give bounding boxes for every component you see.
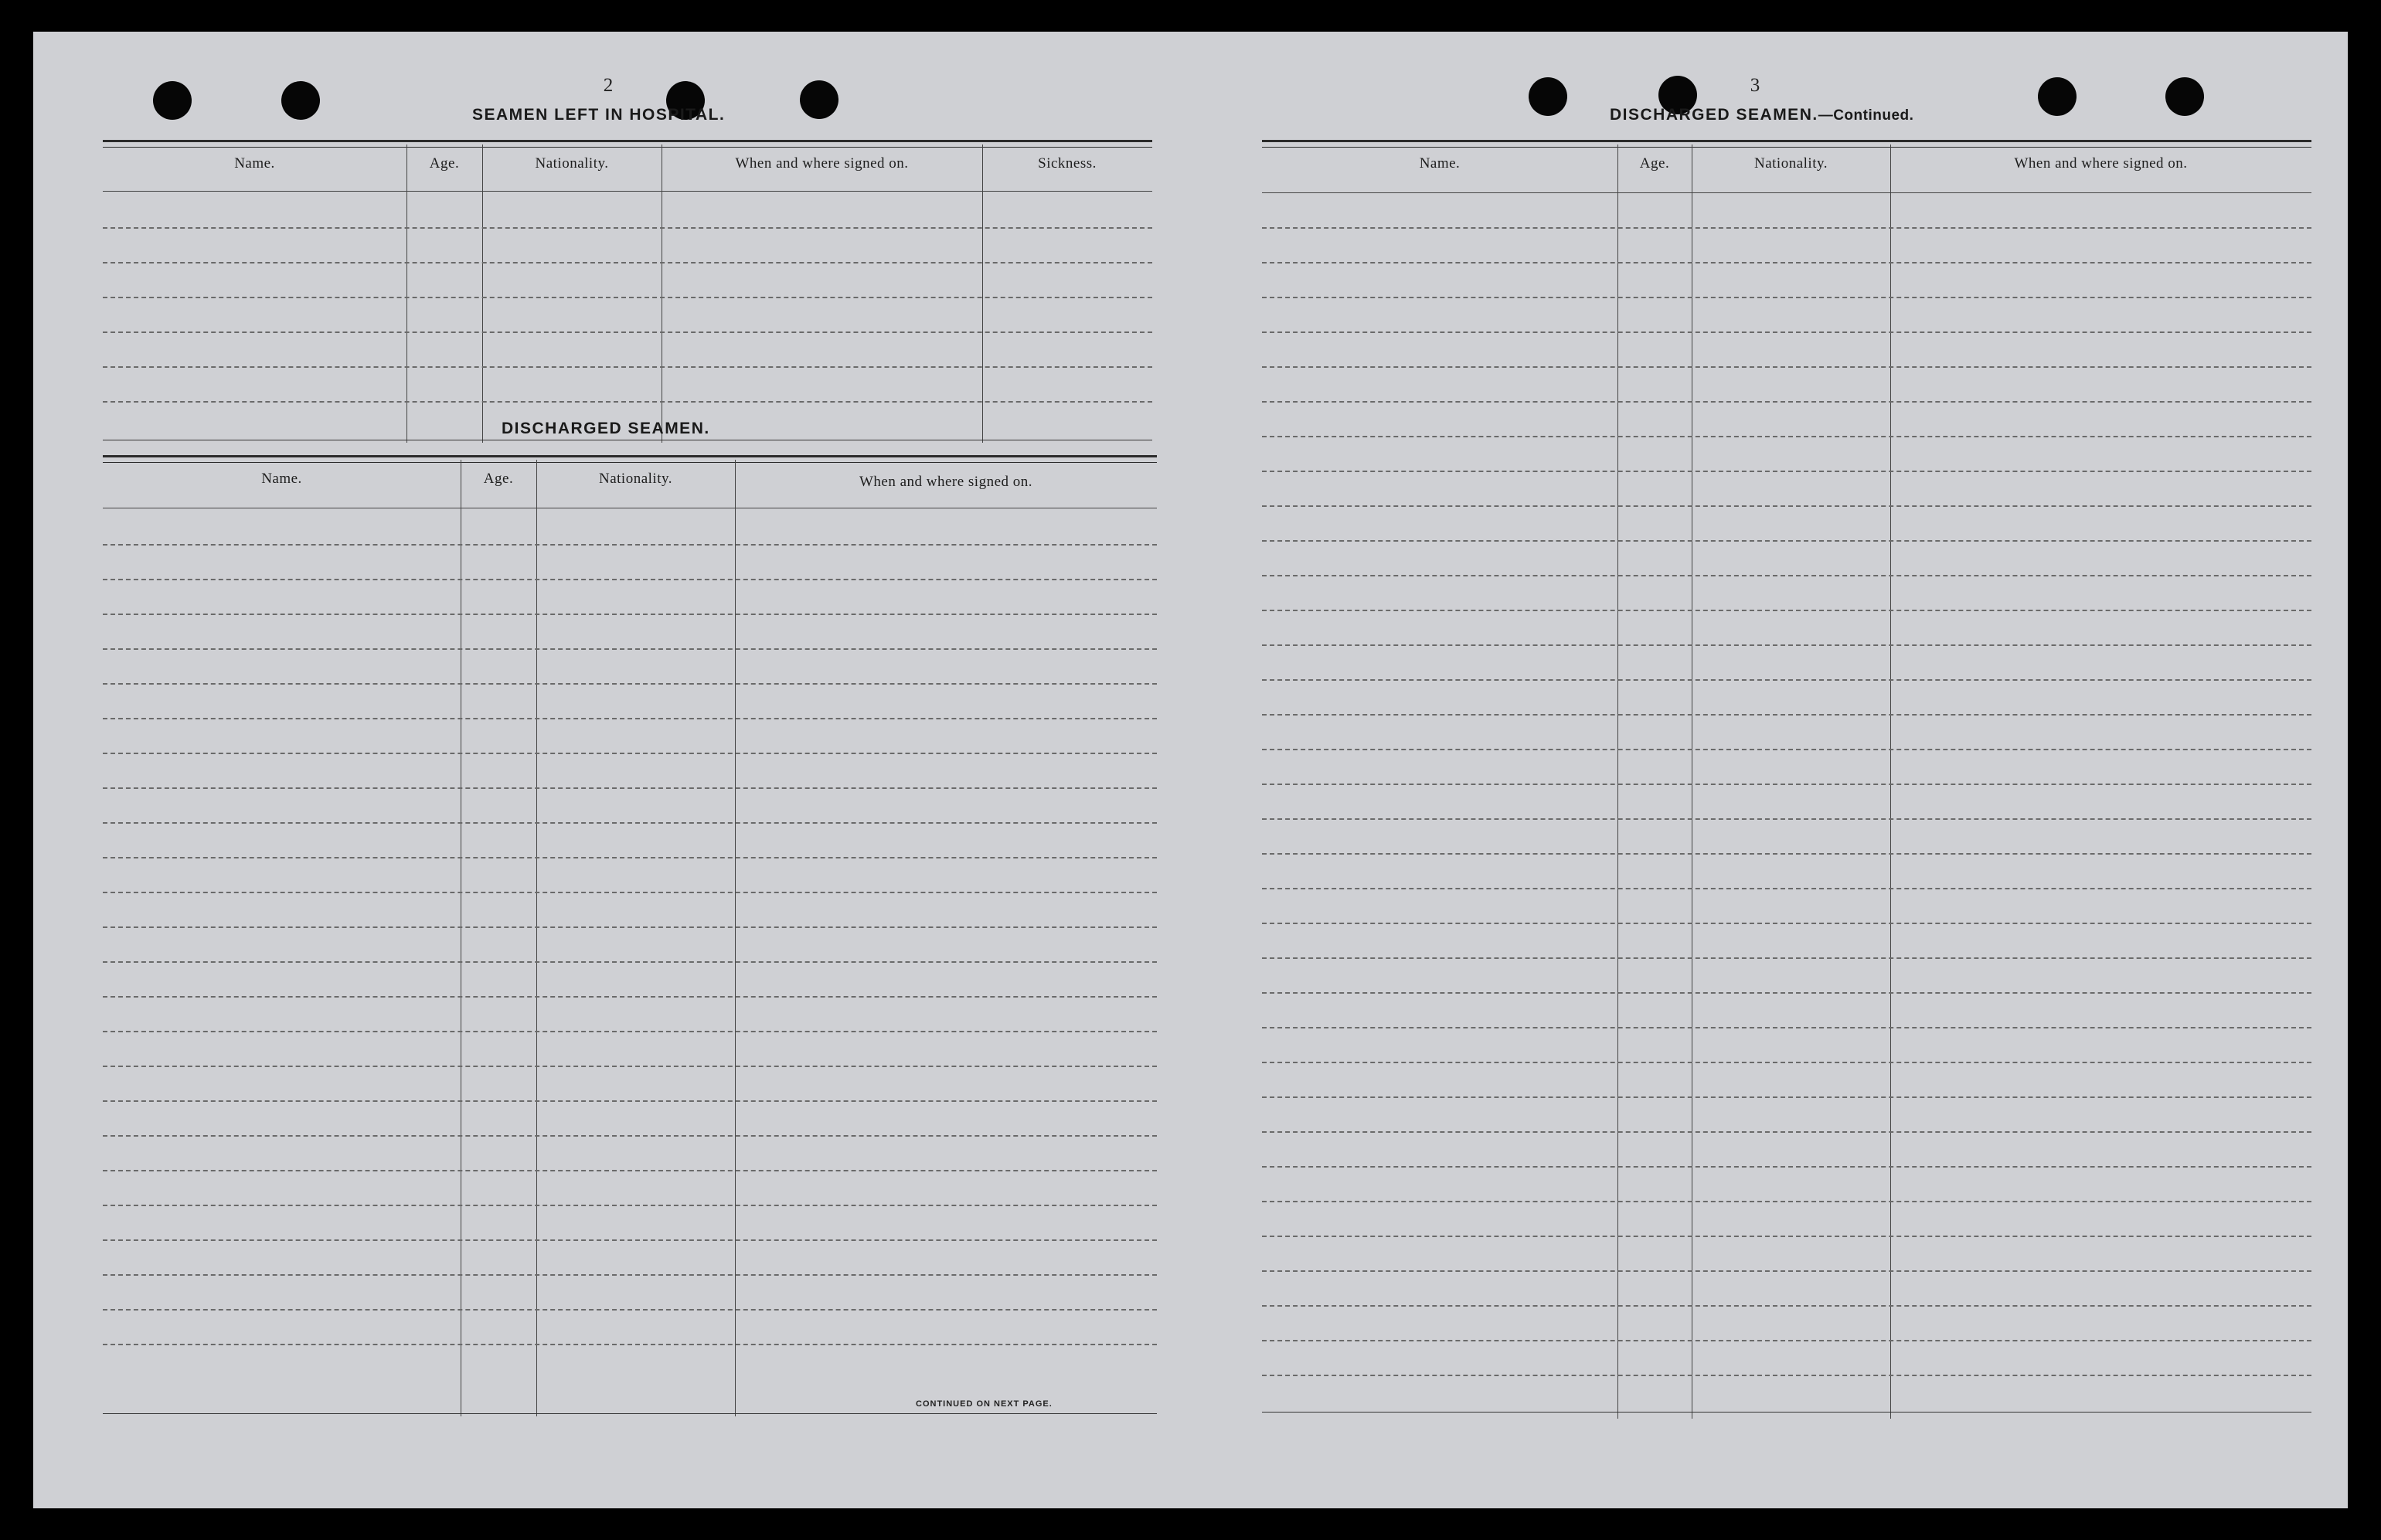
title-text: DISCHARGED SEAMEN. bbox=[1610, 106, 1818, 124]
punch-hole bbox=[2038, 77, 2077, 116]
discharged-section-title: DISCHARGED SEAMEN. bbox=[502, 420, 710, 437]
column-header: Age. bbox=[1639, 155, 1670, 172]
column-divider bbox=[1617, 144, 1618, 1419]
column-divider bbox=[1890, 144, 1891, 1419]
column-header: Nationality. bbox=[535, 155, 609, 172]
column-header: When and where signed on. bbox=[859, 474, 1033, 490]
column-header: When and where signed on. bbox=[735, 155, 909, 172]
entry-line bbox=[103, 366, 1152, 368]
column-divider bbox=[406, 144, 407, 443]
column-header: Age. bbox=[429, 155, 460, 172]
punch-hole bbox=[153, 81, 192, 120]
entry-line bbox=[103, 227, 1152, 229]
hospital-table bbox=[103, 140, 1152, 443]
discharged-table-right bbox=[1262, 140, 2311, 1419]
entry-line bbox=[103, 401, 1152, 403]
column-divider bbox=[536, 460, 537, 1416]
column-header: Sickness. bbox=[1038, 155, 1097, 172]
column-header: Name. bbox=[234, 155, 275, 172]
hospital-section-title: SEAMEN LEFT IN HOSPITAL. bbox=[472, 106, 726, 124]
column-header: Name. bbox=[261, 471, 302, 487]
column-header: Nationality. bbox=[1754, 155, 1828, 172]
entry-line bbox=[103, 297, 1152, 298]
page-number: 3 bbox=[1750, 75, 1760, 96]
column-header: Age. bbox=[483, 471, 514, 487]
column-header: When and where signed on. bbox=[2014, 155, 2188, 172]
continued-note: CONTINUED ON NEXT PAGE. bbox=[916, 1399, 1053, 1409]
page-number: 2 bbox=[603, 75, 614, 96]
punch-hole bbox=[1529, 77, 1567, 116]
entry-line bbox=[103, 262, 1152, 263]
punch-hole bbox=[281, 81, 320, 120]
column-header: Name. bbox=[1419, 155, 1461, 172]
discharged-continued-title bbox=[1610, 106, 1913, 124]
column-header: Nationality. bbox=[599, 471, 672, 487]
column-divider bbox=[735, 460, 736, 1416]
entry-line bbox=[103, 331, 1152, 333]
column-divider bbox=[482, 144, 483, 443]
discharged-table-left bbox=[103, 455, 1157, 1416]
form-sheet bbox=[33, 32, 2348, 1508]
punch-hole bbox=[2165, 77, 2204, 116]
column-divider bbox=[982, 144, 983, 443]
punch-hole bbox=[800, 80, 838, 119]
title-suffix: —Continued. bbox=[1818, 107, 1914, 124]
